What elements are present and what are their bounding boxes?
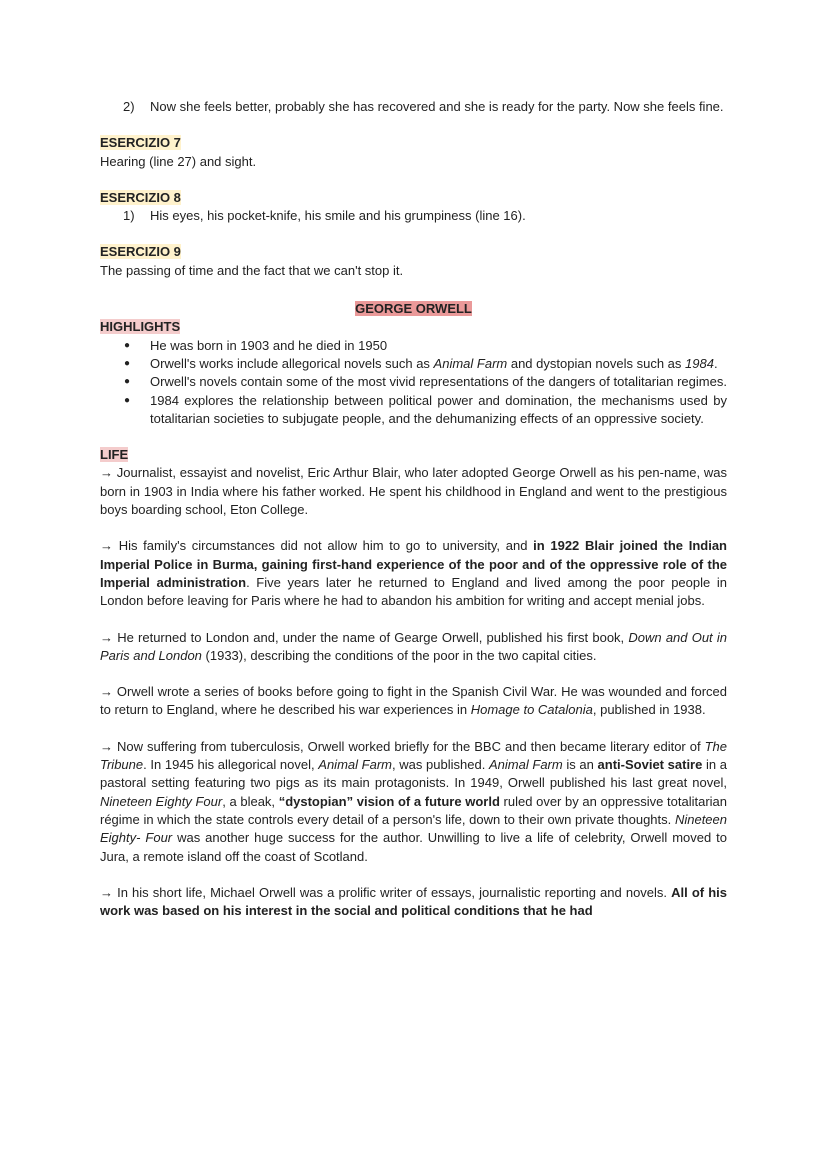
- bullet-item: [124, 373, 727, 391]
- bullet-item: [124, 337, 727, 355]
- list-text: His eyes, his pocket-knife, his smile and his grumpiness (line 16).: [150, 208, 526, 224]
- exercise-7-text: Hearing (line 27) and sight.: [100, 153, 257, 169]
- list-item: [123, 207, 727, 225]
- bullet-icon: ●: [124, 376, 131, 388]
- life-paragraph-6: → In his short life, Michael Orwell was a prolific writer of essays, journalistic reporting and novels. All of his work was based on his interest in the social and political conditions that he had: [100, 884, 728, 919]
- bullet-icon: ●: [124, 394, 131, 406]
- life-paragraph-5: → Now suffering from tuberculosis, Orwell worked briefly for the BBC and then became literary editor of The Tribune. In 1945 his allegorical novel, Animal Farm, was published. Animal Farm is an anti-Soviet satire in a pastoral setting featuring two pigs as its main protagonists. In 1949, Orwell published his last great novel, Nineteen Eighty Four, a bleak, “dystopian” vision of a future world ruled over by an oppressive totalitarian régime in which the state controls every detail of a person's life, down to their own private thoughts. Nineteen Eighty- Four was another huge success for the author. Unwilling to live a life of celebrity, Orwell moved to Jura, a remote island off the coast of Scotland.: [100, 738, 728, 864]
- bullet-icon: ●: [124, 357, 131, 369]
- list-item: [123, 98, 727, 116]
- list-text: Now she feels better, probably she has recovered and she is ready for the party. Now she feels fine.: [150, 99, 724, 114]
- bullet-text: Orwell's novels contain some of the most vivid representations of the dangers of totalitarian regimes.: [150, 374, 727, 390]
- list-number: 1): [123, 208, 135, 224]
- life-paragraph-4: → Orwell wrote a series of books before going to fight in the Spanish Civil War. He was wounded and forced to return to England, where he described his war experiences in Homage to Catalonia, published in 1938.: [100, 684, 727, 718]
- bullet-icon: ●: [124, 339, 131, 351]
- bullet-item: [124, 355, 727, 373]
- list-number: 2): [123, 99, 135, 114]
- document-page: [100, 98, 727, 920]
- exercise-9-heading: ESERCIZIO 9: [100, 244, 181, 260]
- bullet-text: Orwell's works include allegorical novels such as Animal Farm and dystopian novels such as 1984.: [150, 355, 718, 371]
- exercise-8-heading: ESERCIZIO 8: [100, 189, 181, 205]
- exercise-7-heading: ESERCIZIO 7: [100, 135, 181, 151]
- section-title: GEORGE ORWELL: [355, 301, 472, 317]
- highlights-heading: HIGHLIGHTS: [100, 319, 181, 335]
- life-paragraph-3: → He returned to London and, under the name of Gearge Orwell, published his first book, Down and Out in Paris and London (1933), describing the conditions of the poor in the two capital cities.: [100, 629, 727, 663]
- bullet-item: [124, 392, 727, 429]
- life-heading: LIFE: [100, 447, 129, 463]
- bullet-text: 1984 explores the relationship between political power and domination, the mechanisms used by totalitarian societies to subjugate people, and the dehumanizing effects of an oppressive society.: [150, 392, 727, 426]
- exercise-9-text: The passing of time and the fact that we can't stop it.: [100, 262, 404, 278]
- life-paragraph-2: → His family's circumstances did not allow him to go to university, and in 1922 Blair joined the Indian Imperial Police in Burma, gaining first-hand experience of the poor and of the oppressive role of the Imperial administration. Five years later he returned to England and lived among the poor people in London before leaving for Paris where he had to abandon his ambition for writing and accept menial jobs.: [100, 538, 727, 609]
- life-paragraph-1: → Journalist, essayist and novelist, Eric Arthur Blair, who later adopted George Orwell as his pen-name, was born in 1903 in India where his father worked. He spent his childhood in England and went to the prestigious boys boarding school, Eton College.: [100, 465, 727, 518]
- bullet-text: He was born in 1903 and he died in 1950: [150, 337, 388, 353]
